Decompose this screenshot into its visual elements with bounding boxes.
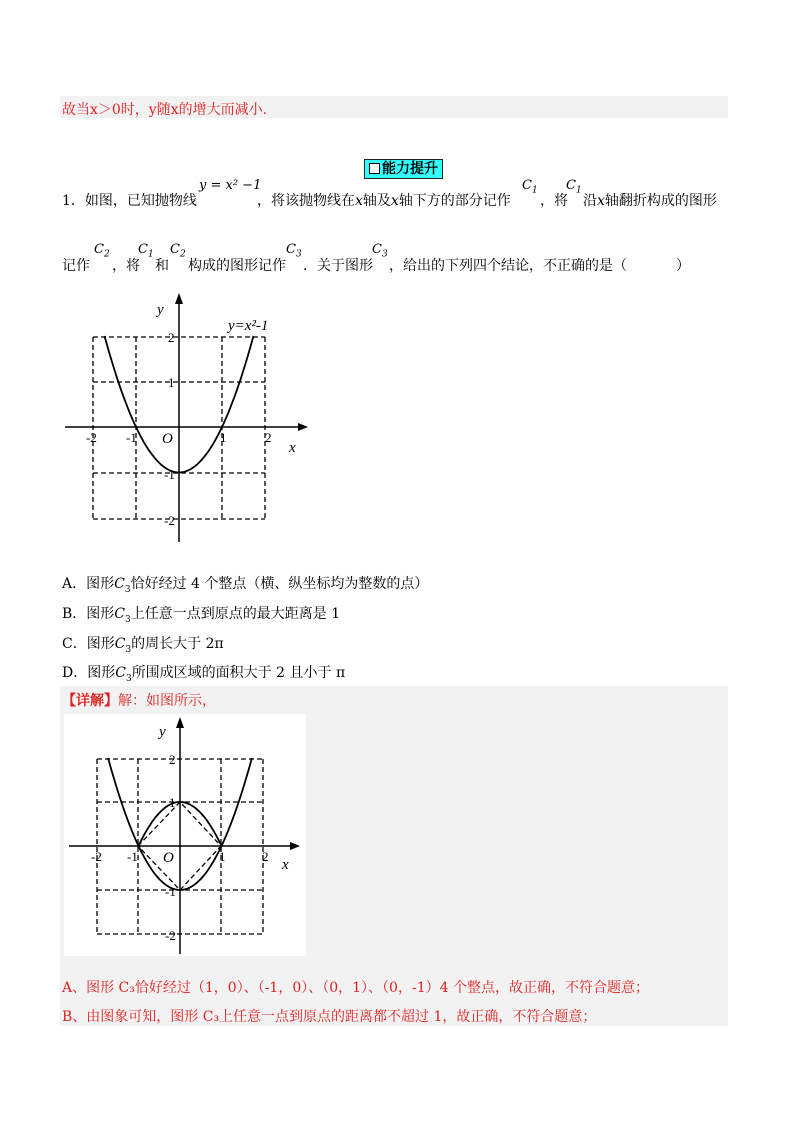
solution-line-b: B、由图象可知，图形 C₃上任意一点到原点的距离都不超过 1，故正确，不符合题意；: [62, 1009, 597, 1025]
tick-y-2: 2: [168, 330, 175, 345]
tick-x-1: 1: [220, 430, 227, 445]
tick-x-neg1: -1: [127, 849, 138, 864]
y-axis-label: y: [159, 724, 166, 740]
section-title: 能力提升: [364, 159, 443, 179]
question-line-2b: ，将: [112, 258, 140, 274]
x-axis-label: x: [289, 440, 296, 456]
tick-y-neg1: -1: [165, 884, 176, 899]
solution-graph: [64, 714, 306, 956]
conclusion-text: 故当x＞0时，y随x的增大而减小.: [62, 102, 268, 118]
tick-x-neg2: -2: [91, 849, 102, 864]
y-axis-arrow-icon: [175, 293, 183, 304]
question-line-2: 记作: [62, 258, 90, 274]
option-c: C．图形$C_3$的周长大于 2π: [62, 636, 224, 655]
tick-x-2: 2: [265, 430, 272, 445]
tick-x-neg1: -1: [126, 430, 137, 445]
origin-label: O: [162, 431, 173, 447]
question-line-1b: ，将该抛物线在x轴及x轴下方的部分记作: [257, 193, 511, 209]
c1-symbol-3: $C_1$: [138, 242, 154, 260]
question-line-2d: 构成的图形记作: [188, 258, 286, 274]
option-a: A．图形$C_3$恰好经过 4 个整点（横、纵坐标均为整数的点）: [62, 576, 429, 595]
solution-header: 【详解】解：如图所示，: [62, 693, 216, 709]
x-axis-label: x: [282, 857, 289, 873]
c2-symbol: $C_2$: [94, 242, 110, 260]
c3-symbol-2: $C_3$: [372, 242, 388, 260]
solution-line-a: A、图形 C₃恰好经过（1，0）、（-1，0）、（0，1）、（0，-1）4 个整点，故正确，不符合题意；: [62, 980, 649, 996]
question-line-1: 1．如图，已知抛物线: [62, 193, 197, 209]
checkbox-icon: [369, 163, 380, 174]
parabola-formula: y = x² −1: [199, 178, 262, 193]
tick-y-1: 1: [169, 795, 176, 810]
tick-y-neg2: -2: [165, 928, 176, 943]
option-b: B．图形$C_3$上任意一点到原点的最大距离是 1: [62, 606, 341, 625]
c3-symbol: $C_3$: [286, 242, 302, 260]
question-line-1d: 沿x轴翻折构成的图形: [583, 193, 717, 209]
question-line-2f: ，给出的下列四个结论，不正确的是（: [389, 258, 627, 274]
tick-y-neg2: -2: [164, 513, 175, 528]
tick-y-2: 2: [169, 752, 176, 767]
question-line-2g: ）: [676, 258, 690, 274]
tick-y-1: 1: [168, 375, 175, 390]
question-line-2e: ．关于图形: [303, 258, 373, 274]
c1-symbol-2: $C_1$: [566, 178, 582, 196]
option-d: D．图形$C_3$所围成区域的面积大于 2 且小于 π: [62, 665, 346, 684]
tick-y-neg1: -1: [164, 467, 175, 482]
origin-label: O: [163, 850, 174, 866]
question-line-2c: 和: [155, 258, 169, 274]
tick-x-neg2: -2: [86, 430, 97, 445]
tick-x-2: 2: [262, 849, 269, 864]
y-axis-label: y: [157, 302, 164, 318]
curve-label: y=x²-1: [228, 318, 269, 334]
tick-x-1: 1: [219, 849, 226, 864]
parabola-graph: [60, 290, 320, 550]
c2-symbol-2: $C_2$: [170, 242, 186, 260]
c1-symbol: $C_1$: [522, 178, 538, 196]
question-line-1c: ，将: [540, 193, 568, 209]
x-axis-arrow-icon: [298, 423, 308, 431]
